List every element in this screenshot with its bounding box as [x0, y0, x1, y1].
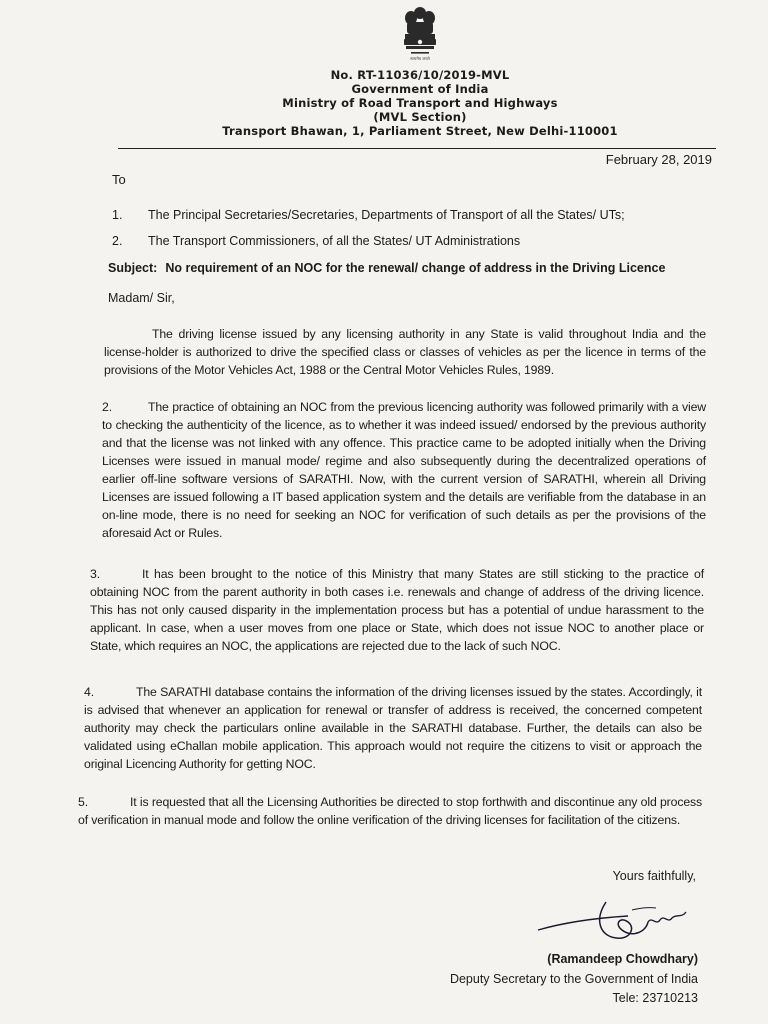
paragraph-text: The driving license issued by any licensing authority in any State is valid throughout India and the license-holder is authorized to drive the specified class or classes of vehicles as per the licence in terms of the provisions of the Motor Vehicles Act, 1988 or the Central Motor Vehicles Rules, 1989.	[104, 327, 706, 377]
subject-line	[108, 261, 665, 275]
paragraph-text: It is requested that all the Licensing Authorities be directed to stop forthwith and discontinue any old process of verification in manual mode and follow the online verification of the driving licenses for facilitation of the citizens.	[78, 795, 702, 827]
addressee-item	[112, 208, 625, 222]
signatory-designation: Deputy Secretary to the Government of India	[449, 972, 698, 986]
paragraph-number: 2.	[102, 400, 112, 414]
addressee-text: The Transport Commissioners, of all the States/ UT Administrations	[148, 234, 521, 248]
closing-phrase: Yours faithfully,	[612, 869, 696, 883]
paragraph-1	[104, 325, 706, 379]
paragraph-number: 3.	[90, 567, 100, 581]
salutation: Madam/ Sir,	[108, 291, 175, 305]
paragraph-text: It has been brought to the notice of this Ministry that many States are still sticking to the practice of obtaining NOC from the parent authority in both cases i.e. renewals and change of address of the driving licence. This has not only caused disparity in the implementation process but has a potential of undue harassment to the applicant. In case, when a user moves from one place or State, which does not issue NOC to another place or State, which requires an NOC, the applications are rejected due to the lack of such NOC.	[90, 567, 704, 653]
signatory-telephone: Tele: 23710213	[612, 991, 698, 1005]
paragraph-text: The SARATHI database contains the information of the driving licenses issued by the states. Accordingly, it is advised that whenever an application for renewal or transfer of address is received, the concerned competent authority may check the particulars online available in the SARATHI database. Further, the details can also be validated using eChallan mobile application. This approach would not require the citizens to visit or approach the original Licencing Authority for getting NOC.	[84, 685, 702, 771]
paragraph-number: 5.	[78, 795, 88, 809]
national-emblem-icon	[398, 6, 442, 64]
addressee-number: 2.	[112, 234, 123, 248]
government-name: Government of India	[351, 82, 489, 96]
office-address: Transport Bhawan, 1, Parliament Street, New Delhi-110001	[222, 124, 618, 138]
paragraph-3	[90, 565, 704, 655]
subject-label: Subject:	[108, 261, 158, 275]
handwritten-signature	[536, 892, 696, 950]
letter-date: February 28, 2019	[605, 152, 712, 167]
paragraph-5	[78, 793, 702, 829]
paragraph-text: The practice of obtaining an NOC from the previous licencing authority was followed primarily with a view to checking the authenticity of the licence, as to whether it was indeed issued/ endorsed by the previous authority and that the license was not linked with any offence. This practice came to be adopted initially when the Driving Licenses were issued in manual mode/ regime and also subsequently during the decentralized operations of earlier off-line software versions of SARATHI. Now, with the current version of SARATHI, wherein all Driving Licenses are issued following a IT based application system and the details are verifiable from the database in an on-line mode, there is no need for seeking an NOC for verification of such details as per the provisions of the aforesaid Act or Rules.	[102, 400, 706, 540]
signatory-name: (Ramandeep Chowdhary)	[547, 952, 698, 966]
paragraph-2	[102, 398, 706, 542]
addressee-item	[112, 234, 520, 248]
ministry-name: Ministry of Road Transport and Highways	[282, 96, 558, 110]
reference-number: No. RT-11036/10/2019-MVL	[330, 68, 510, 82]
letterhead	[150, 68, 690, 138]
paragraph-4	[84, 683, 702, 773]
header-divider	[118, 148, 716, 149]
emblem-caption: सत्यमेव जयते	[410, 56, 430, 61]
paragraph-number: 4.	[84, 685, 94, 699]
section-name: (MVL Section)	[373, 110, 467, 124]
to-label: To	[112, 172, 126, 187]
addressee-text: The Principal Secretaries/Secretaries, Departments of Transport of all the States/ UTs;	[148, 208, 625, 222]
addressee-number: 1.	[112, 208, 123, 222]
subject-text: No requirement of an NOC for the renewal/ change of address in the Driving Licence	[165, 261, 666, 275]
